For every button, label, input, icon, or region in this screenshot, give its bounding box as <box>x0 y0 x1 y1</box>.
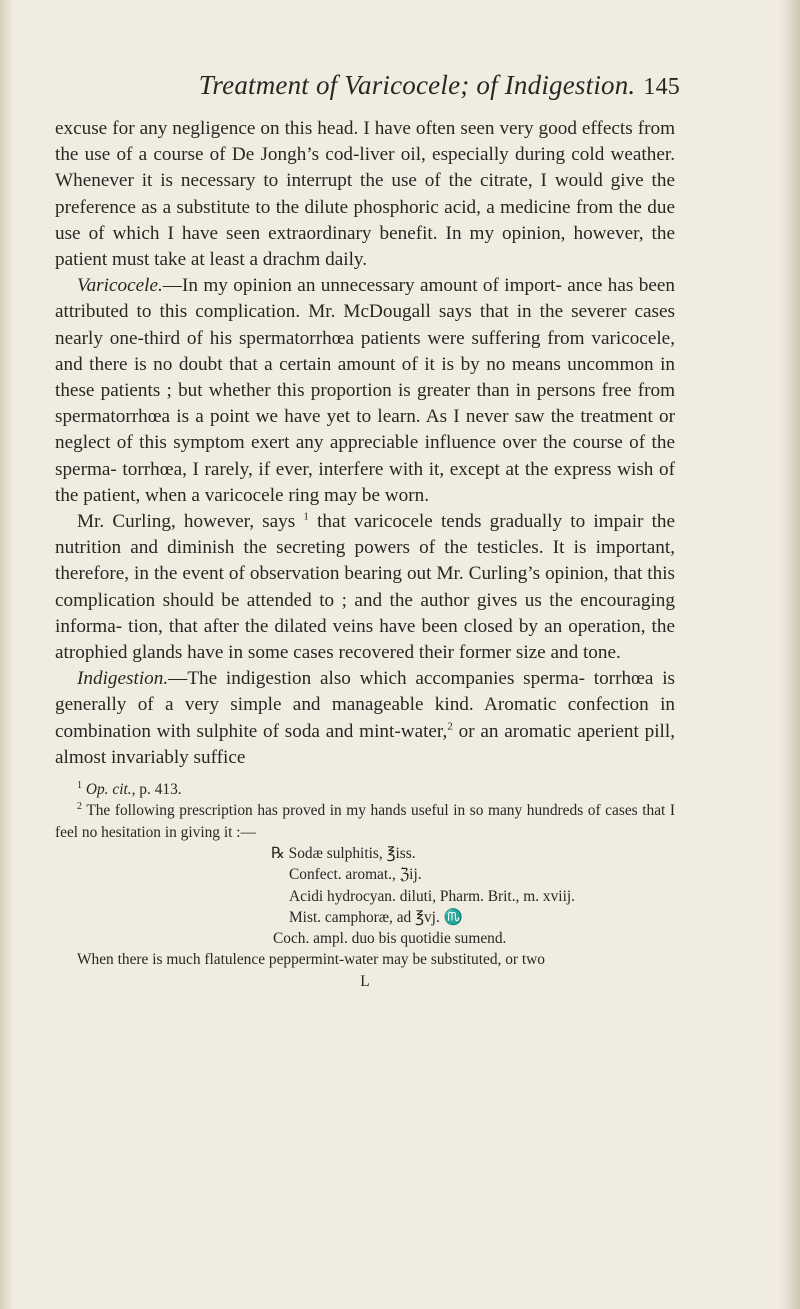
paragraph-text: that varicocele tends gradually to impair the nutrition and diminish the secreting powers of the testicles. It is important, therefore, in the event of observation bearing out Mr. Curling’s opinion, that this complication should be attended to ; and the author gives us the encouraging informa- tion, that after the dilated veins have been closed by an operation, the atrophied glands have in some cases recovered their former size and tone. <box>55 511 676 664</box>
running-head-title: Treatment of Varicocele; of Indigestion. <box>198 70 636 100</box>
paragraph-text: —In my opinion an unnecessary amount of import- ance has been attributed to this complication. Mr. McDougall says that in the severer cases nearly one-third of his spermatorrhœa patients were suffering from varicocele, and there is no doubt that a certain amount of it is by no means uncommon in these patients ; but whether this proportion is greater than in persons free from spermatorrhœa is a point we have yet to learn. As I never saw the treatment or neglect of this symptom exert any appreciable influence over the course of the sperma- torrhœa, I rarely, if ever, interfere with it, except at the express wish of the patient, when a varicocele ring may be worn. <box>55 275 675 506</box>
page-gutter-shadow <box>0 0 14 1309</box>
prescription-line: Mist. camphoræ, ad ℥vj. ♏ <box>289 908 463 926</box>
footnote-text: , p. 413. <box>131 781 182 799</box>
signature-mark: L <box>360 972 370 990</box>
section-heading-varicocele: Varicocele. <box>77 275 163 297</box>
paragraph-text: Mr. Curling, however, says <box>77 511 296 533</box>
book-page <box>55 70 680 992</box>
paragraph <box>55 273 675 509</box>
footnote-text: When there is much flatulence peppermint-water may be substituted, or two <box>77 951 545 969</box>
footnote-citation: Op. cit. <box>85 781 132 799</box>
section-heading-indigestion: Indigestion. <box>77 668 169 690</box>
footnote <box>55 800 675 843</box>
paragraph <box>55 116 675 273</box>
footnote-ref[interactable]: 1 <box>303 510 309 523</box>
footnote-text: The following prescription has proved in my hands useful in so many hundreds of cases that I feel no hesitation in giving it :— <box>55 802 676 841</box>
prescription-line: Coch. ampl. duo bis quotidie sumend. <box>273 930 507 948</box>
footnote-mark: 2 <box>77 801 82 813</box>
paragraph-text: or an aromatic aperient pill, almost invariably suffice <box>55 720 675 768</box>
prescription-line: Acidi hydrocyan. diluti, Pharm. Brit., m. xviij. <box>289 887 575 905</box>
footnote-continuation <box>55 949 675 970</box>
footnotes <box>55 779 675 992</box>
footnote <box>55 779 675 800</box>
prescription-line: ℞ Sodæ sulphitis, ℥iss. <box>271 844 416 862</box>
paragraph <box>55 666 675 771</box>
paragraph <box>55 509 675 666</box>
running-head <box>55 70 680 110</box>
paragraph-text: excuse for any negligence on this head. I have often seen very good effects from the use of a course of De Jongh’s cod-liver oil, especially during cold weather. Whenever it is necessary to interrupt the use of the citrate, I would give the preference as a substitute to the dilute phosphoric acid, a medicine from the due use of which I have seen extraordinary benefit. In my opinion, however, the patient must take at least a drachm daily. <box>55 118 675 271</box>
page-number: 145 <box>643 74 680 100</box>
page-edge-shadow <box>778 0 800 1309</box>
prescription <box>273 843 675 949</box>
footnote-ref[interactable]: 2 <box>447 720 453 733</box>
footnote-mark: 1 <box>77 779 82 791</box>
paragraph-text: —The indigestion also which accompanies sperma- torrhœa is generally of a very simple and manageable kind. Aromatic confection in combination with sulphite of soda and mint-water, <box>55 668 675 742</box>
prescription-line: Confect. aromat., ℨij. <box>289 866 422 884</box>
body-text <box>55 116 675 771</box>
